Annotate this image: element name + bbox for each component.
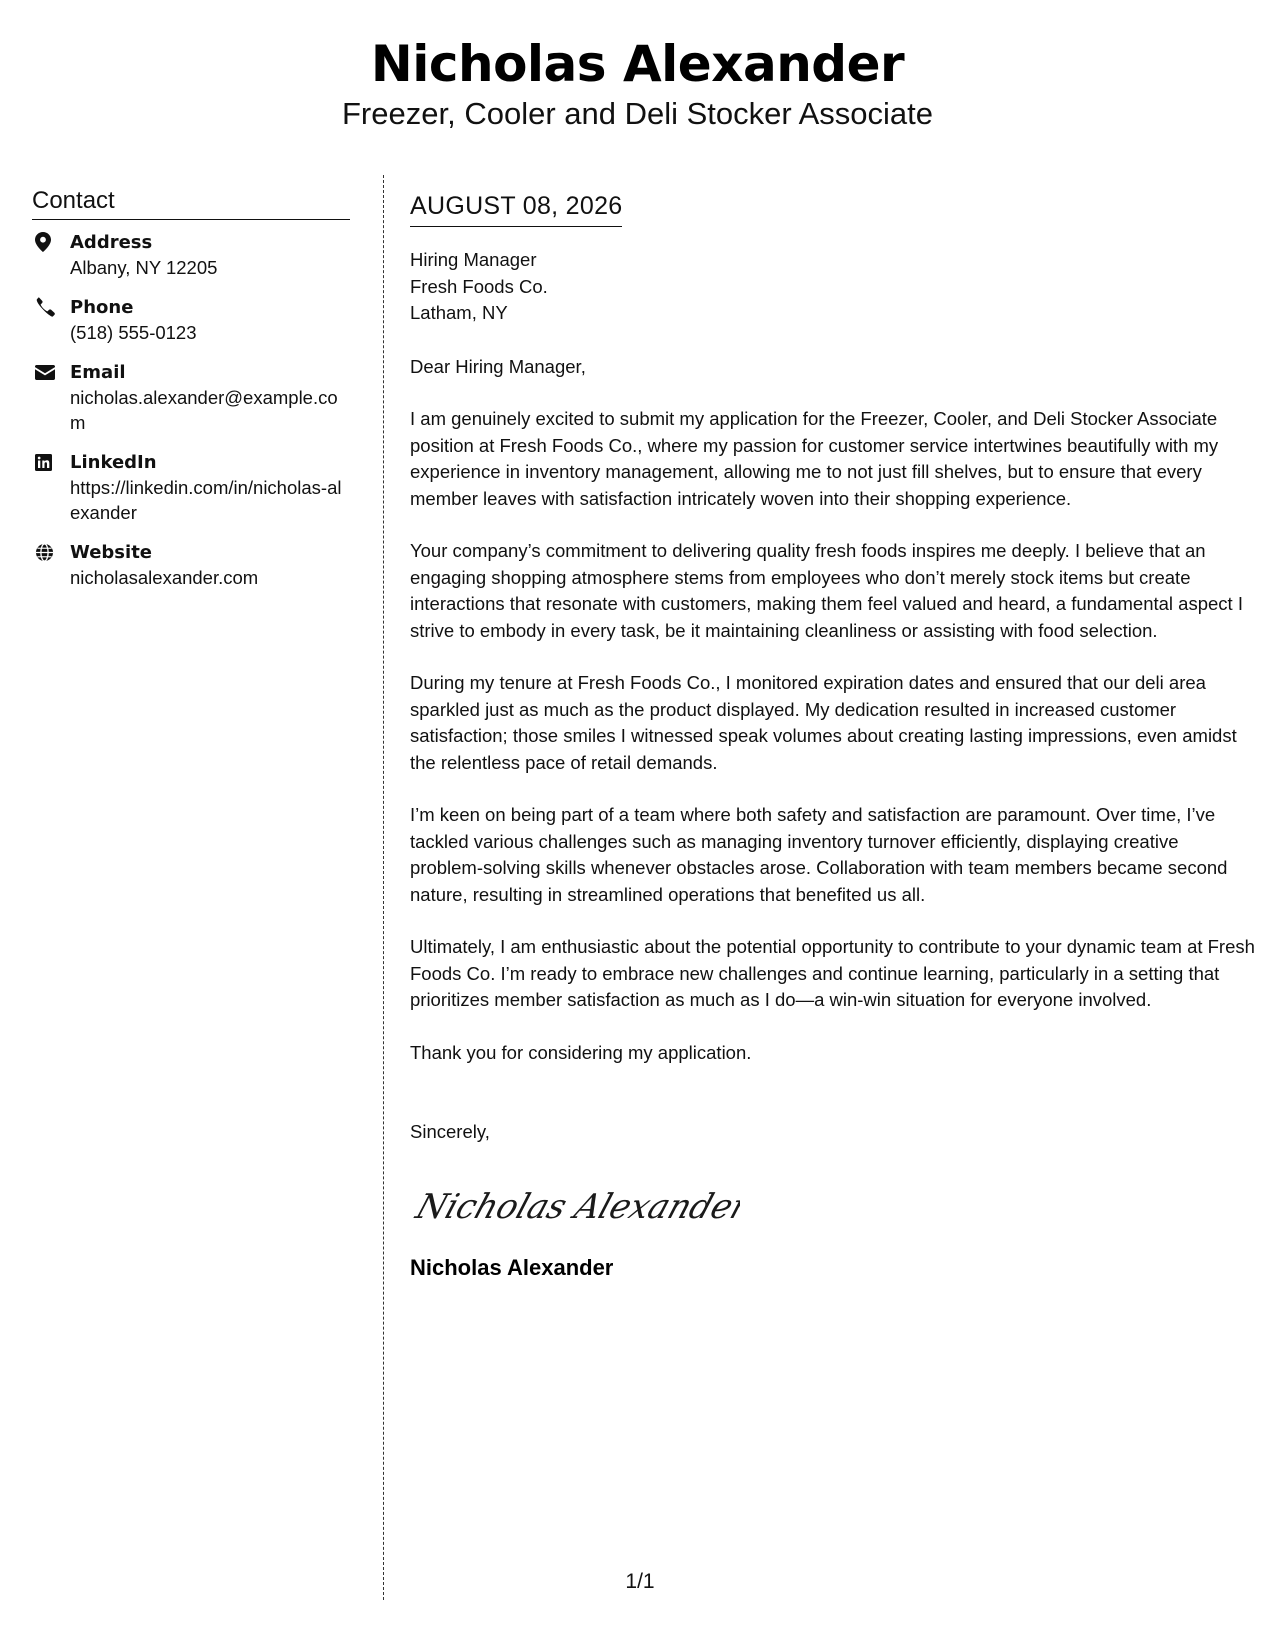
contact-item-email xyxy=(32,360,350,435)
linkedin-icon xyxy=(32,450,70,474)
body-paragraph: I am genuinely excited to submit my application for the Freezer, Cooler, and Deli Stocker Associate position at Fresh Foods Co., where my passion for customer service intertwines beautifully with my experience in inventory management, allowing me to not just fill shelves, but to ensure that every member leaves with satisfaction intricately woven into their shopping experience. xyxy=(410,408,1219,509)
envelope-icon xyxy=(32,360,70,384)
linkedin-value: https://linkedin.com/in/nicholas-alexander xyxy=(70,477,342,523)
contact-item-phone xyxy=(32,295,350,345)
phone-label: Phone xyxy=(70,297,134,318)
signoff: Sincerely, xyxy=(410,1121,490,1142)
contact-list xyxy=(32,230,350,590)
address-value: Albany, NY 12205 xyxy=(70,257,218,278)
website-label: Website xyxy=(70,542,153,563)
contact-item-address xyxy=(32,230,350,280)
body-paragraph: I’m keen on being part of a team where both safety and satisfaction are paramount. Over time, I’ve tackled various challenges such as managing inventory turnover efficiently, displaying creative problem-solving skills whenever obstacles arose. Collaboration with team members became second nature, resulting in streamlined operations that benefited us all. xyxy=(410,804,1228,905)
recipient-location: Latham, NY xyxy=(410,302,508,323)
letter-body xyxy=(410,190,1256,1283)
signature xyxy=(410,1174,740,1234)
linkedin-label: LinkedIn xyxy=(70,452,157,473)
closing-line: Thank you for considering my application. xyxy=(410,1041,752,1063)
recipient-title: Hiring Manager xyxy=(410,249,537,270)
letter-header xyxy=(0,34,1275,134)
phone-value: (518) 555-0123 xyxy=(70,322,197,343)
contact-item-website xyxy=(32,540,350,590)
map-pin-icon xyxy=(32,230,70,254)
letter-date: AUGUST 08, 2026 xyxy=(410,190,622,227)
signer-name: Nicholas Alexander xyxy=(410,1255,614,1280)
salutation: Dear Hiring Manager, xyxy=(410,355,586,377)
phone-icon xyxy=(32,295,70,319)
contact-sidebar xyxy=(32,186,350,605)
body-paragraph: Ultimately, I am enthusiastic about the potential opportunity to contribute to your dynamic team at Fresh Foods Co. I’m ready to embrace new challenges and continue learning, particularly in a setting that prioritizes member satisfaction as much as I do—a win-win situation for everyone involved. xyxy=(410,936,1255,1010)
recipient-block xyxy=(410,247,1256,327)
globe-icon xyxy=(32,540,70,564)
email-label: Email xyxy=(70,362,126,383)
contact-section-title: Contact xyxy=(32,186,350,220)
job-title: Freezer, Cooler and Deli Stocker Associate xyxy=(342,96,933,131)
contact-item-linkedin xyxy=(32,450,350,525)
recipient-company: Fresh Foods Co. xyxy=(410,275,548,297)
address-label: Address xyxy=(70,232,153,253)
column-divider xyxy=(383,175,384,1600)
applicant-name: Nicholas Alexander xyxy=(370,35,905,93)
email-value: nicholas.alexander@example.com xyxy=(70,387,338,433)
signature-text: Nicholas Alexander xyxy=(411,1187,740,1227)
body-paragraph: During my tenure at Fresh Foods Co., I monitored expiration dates and ensured that our deli area sparkled just as much as the product displayed. My dedication resulted in increased customer satisfaction; those smiles I witnessed speak volumes about creating lasting impressions, even amidst the relentless pace of retail demands. xyxy=(410,672,1237,773)
page-number: 1/1 xyxy=(625,1570,655,1593)
website-value: nicholasalexander.com xyxy=(70,567,259,588)
body-paragraph: Your company’s commitment to delivering quality fresh foods inspires me deeply. I believe that an engaging shopping atmosphere stems from employees who don’t merely stock items but create interactions that resonate with customers, making them feel valued and heard, a fundamental aspect I strive to embody in every task, be it maintaining cleanliness or assisting with food selection. xyxy=(410,540,1243,641)
